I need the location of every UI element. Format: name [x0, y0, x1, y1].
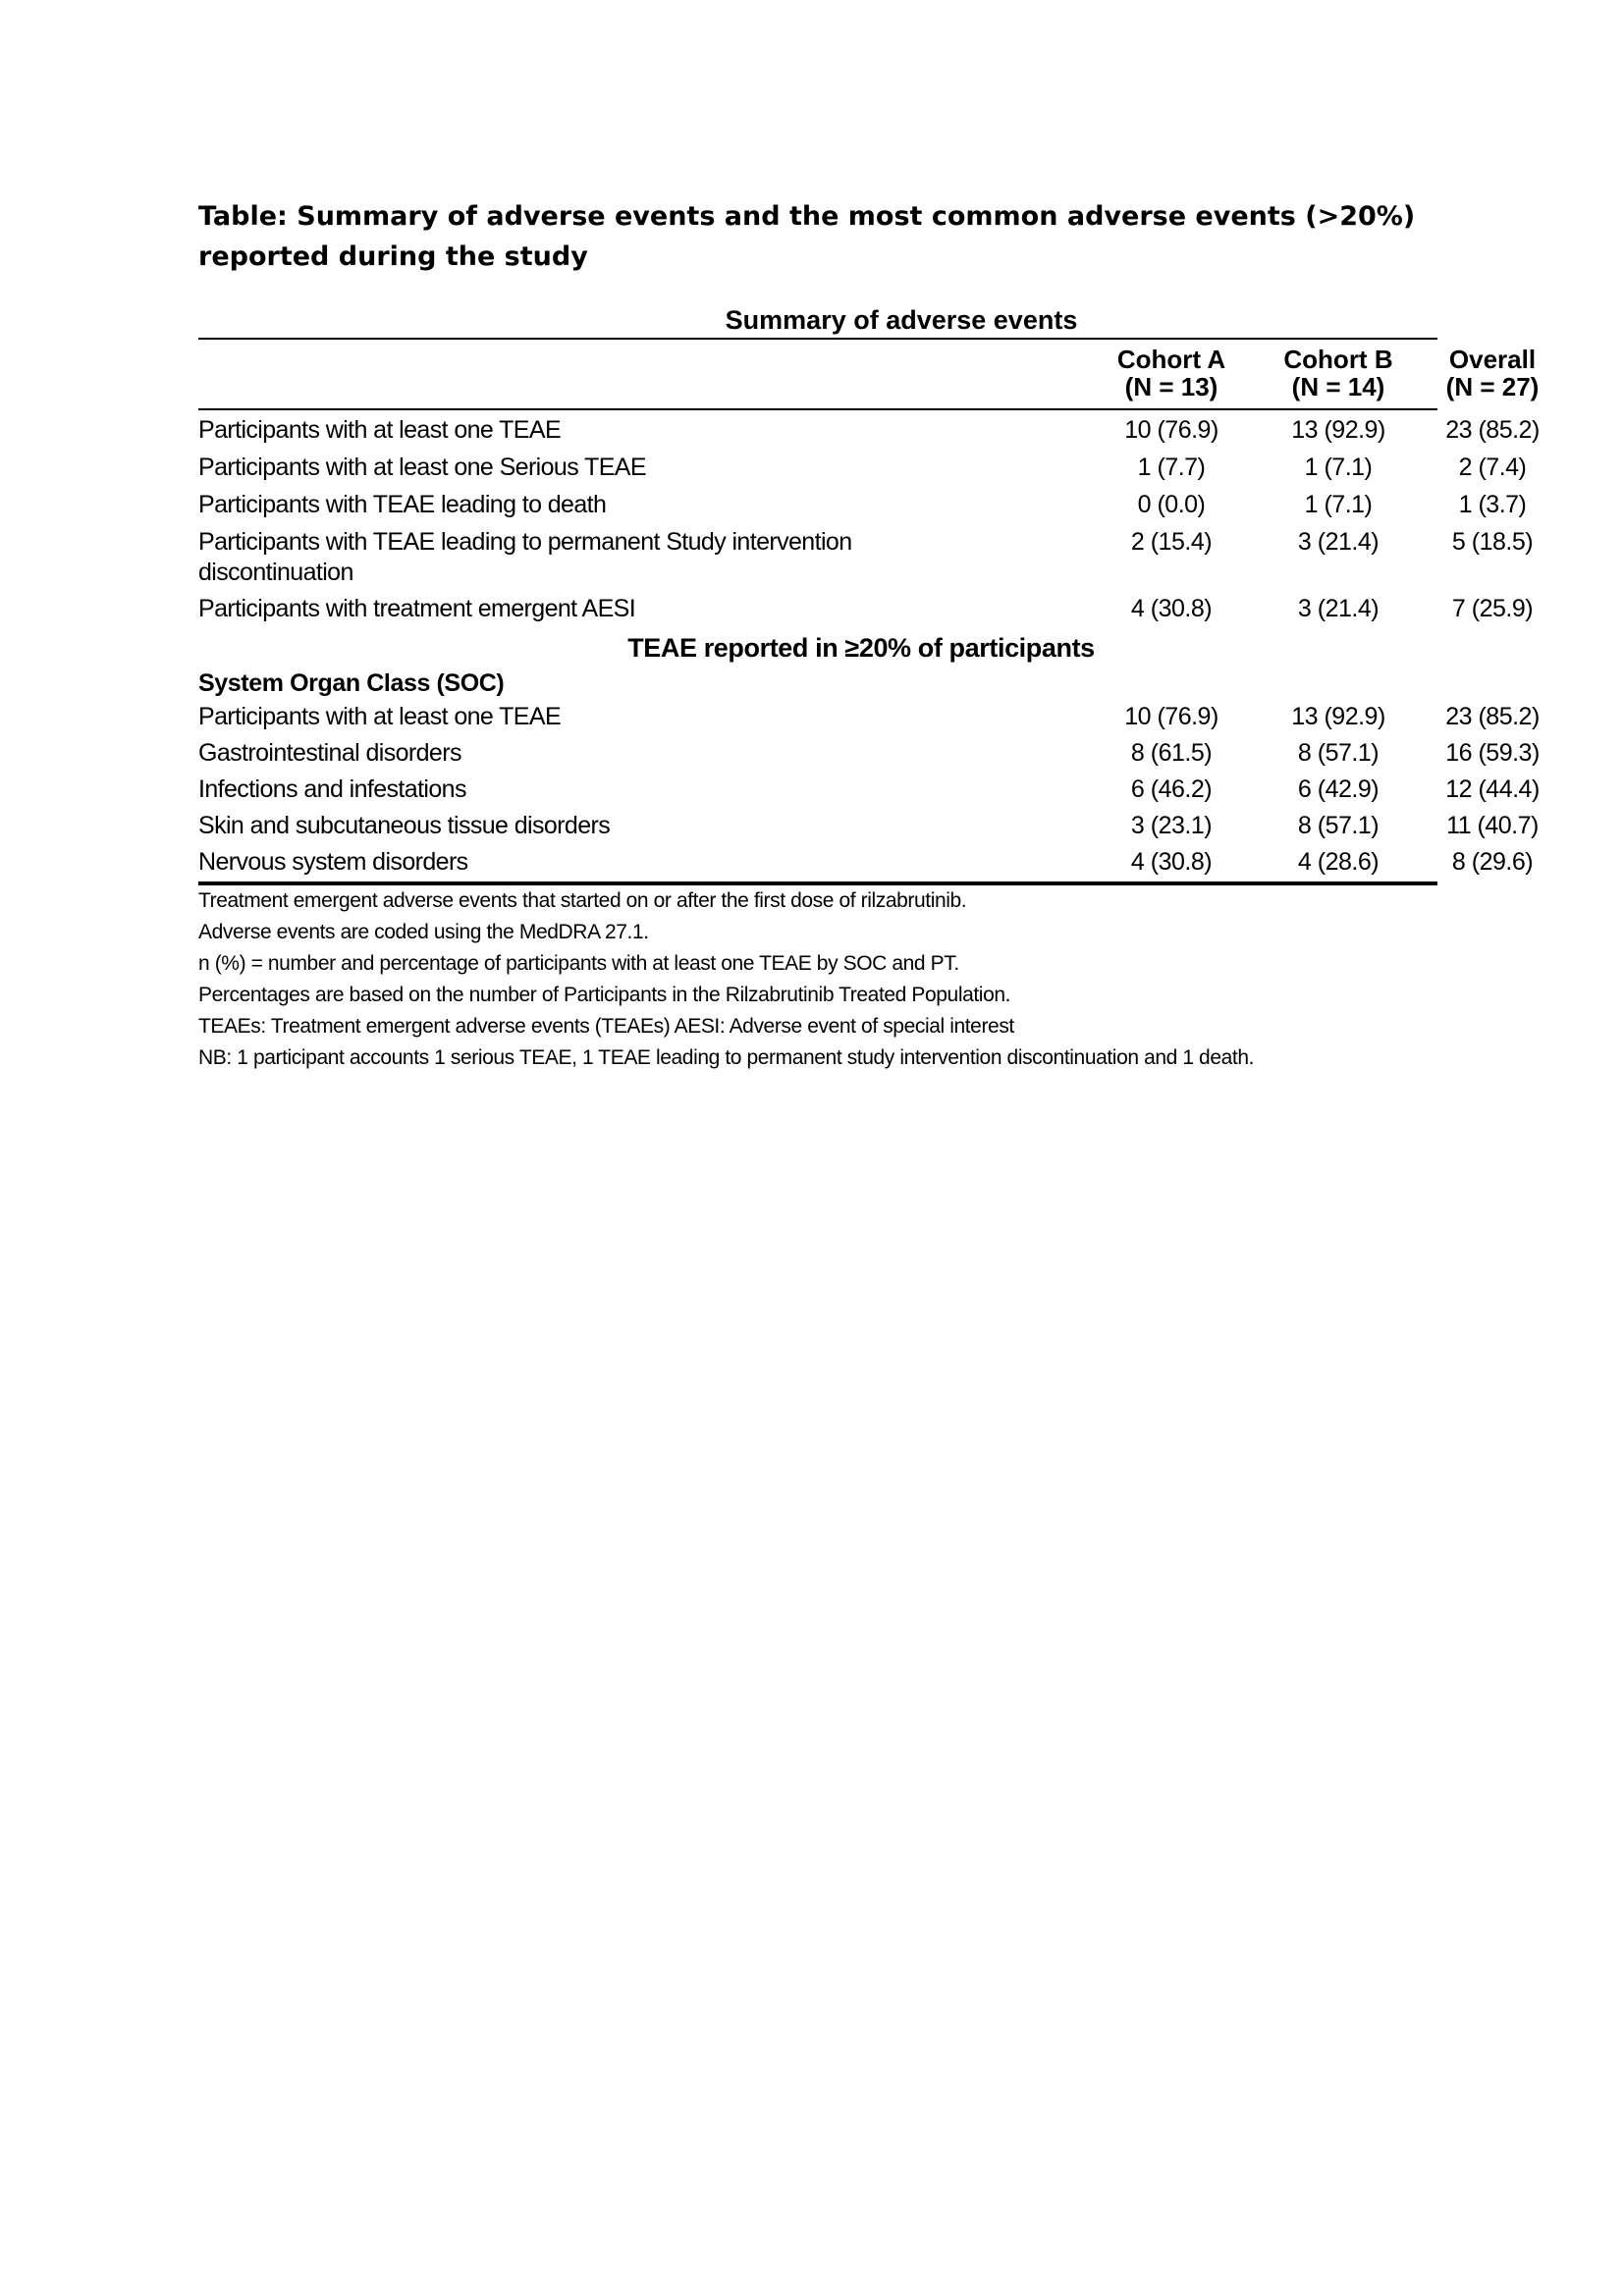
column-header-overall [1419, 346, 1566, 400]
cell-cohort-a: 6 (46.2) [1130, 775, 1213, 803]
table-row [198, 594, 1534, 631]
footnotes [198, 885, 1437, 1074]
cell-cohort-a: 10 (76.9) [1124, 703, 1218, 730]
column-header-cohort-b-name: Cohort B [1283, 345, 1393, 374]
table-row [198, 453, 1527, 490]
summary-caption: Summary of adverse events [725, 305, 1078, 335]
cell-overall: 2 (7.4) [1458, 454, 1527, 481]
table-row [198, 490, 1527, 527]
column-header-cohort-b-n: (N = 14) [1291, 372, 1385, 401]
table-row [198, 415, 1540, 453]
row-label: Infections and infestations [198, 775, 466, 803]
cell-cohort-b: 4 (28.6) [1297, 848, 1380, 876]
cell-overall: 7 (25.9) [1451, 595, 1534, 622]
cell-cohort-b: 8 (57.1) [1297, 812, 1380, 839]
cell-cohort-a: 1 (7.7) [1137, 454, 1206, 481]
table-row [198, 702, 1540, 738]
table-row [198, 738, 1540, 774]
table-row [198, 527, 1534, 594]
cell-cohort-a: 4 (30.8) [1130, 595, 1213, 622]
footnote: NB: 1 participant accounts 1 serious TEAE, 1 TEAE leading to permanent study intervention discontinuation and 1 death. [198, 1046, 1255, 1069]
column-header-overall-name: Overall [1448, 345, 1537, 374]
footnote: TEAEs: Treatment emergent adverse events (TEAEs) AESI: Adverse event of special interest [198, 1015, 1014, 1038]
footnote: Adverse events are coded using the MedDRA 27.1. [198, 921, 649, 943]
column-header-cohort-a-n: (N = 13) [1124, 372, 1218, 401]
cell-cohort-b: 3 (21.4) [1297, 595, 1380, 622]
row-label: Participants with TEAE leading to permanent Study intervention discontinuation [198, 528, 852, 586]
cell-cohort-a: 3 (23.1) [1130, 812, 1213, 839]
table-row [198, 774, 1540, 811]
column-header-overall-n: (N = 27) [1445, 372, 1540, 401]
cell-overall: 23 (85.2) [1445, 416, 1540, 444]
row-label: Skin and subcutaneous tissue disorders [198, 812, 611, 839]
soc-header: System Organ Class (SOC) [198, 669, 505, 697]
row-label: Participants with TEAE leading to death [198, 491, 607, 518]
table-title: Table: Summary of adverse events and the most common adverse events (>20%) reported during the study [198, 201, 1416, 272]
footnote: n (%) = number and percentage of participants with at least one TEAE by SOC and PT. [198, 952, 959, 975]
cell-cohort-b: 6 (42.9) [1297, 775, 1380, 803]
cell-cohort-b: 8 (57.1) [1297, 739, 1380, 767]
column-header-cohort-a [1098, 346, 1245, 400]
cell-cohort-a: 8 (61.5) [1130, 739, 1213, 767]
row-label: Gastrointestinal disorders [198, 739, 461, 767]
cell-cohort-b: 1 (7.1) [1304, 454, 1373, 481]
column-header-cohort-a-name: Cohort A [1116, 345, 1226, 374]
column-header-row [198, 338, 1540, 410]
cell-overall: 1 (3.7) [1458, 491, 1527, 518]
adverse-events-table [198, 302, 1540, 1074]
cell-cohort-a: 4 (30.8) [1130, 848, 1213, 876]
cell-overall: 8 (29.6) [1451, 848, 1534, 876]
row-label: Participants with treatment emergent AESI [198, 595, 636, 622]
teae-caption: TEAE reported in ≥20% of participants [627, 633, 1095, 663]
cell-overall: 16 (59.3) [1445, 739, 1540, 767]
cell-overall: 12 (44.4) [1445, 775, 1540, 803]
cell-overall: 5 (18.5) [1451, 528, 1534, 556]
table-row [198, 811, 1539, 847]
cell-overall: 11 (40.7) [1446, 812, 1539, 839]
table-row [198, 847, 1534, 880]
row-label: Nervous system disorders [198, 848, 468, 876]
cell-cohort-b: 1 (7.1) [1304, 491, 1373, 518]
cell-cohort-a: 10 (76.9) [1124, 416, 1218, 444]
cell-cohort-b: 3 (21.4) [1297, 528, 1380, 556]
row-label: Participants with at least one TEAE [198, 703, 562, 730]
column-header-cohort-b [1265, 346, 1412, 400]
cell-cohort-a: 2 (15.4) [1130, 528, 1213, 556]
row-label: Participants with at least one Serious TEAE [198, 454, 646, 481]
cell-overall: 23 (85.2) [1445, 703, 1540, 730]
footnote: Percentages are based on the number of Participants in the Rilzabrutinib Treated Population. [198, 984, 1011, 1006]
footnote: Treatment emergent adverse events that started on or after the first dose of rilzabrutinib. [198, 889, 967, 912]
cell-cohort-b: 13 (92.9) [1291, 703, 1385, 730]
cell-cohort-a: 0 (0.0) [1137, 491, 1206, 518]
row-label: Participants with at least one TEAE [198, 416, 562, 444]
cell-cohort-b: 13 (92.9) [1291, 416, 1385, 444]
